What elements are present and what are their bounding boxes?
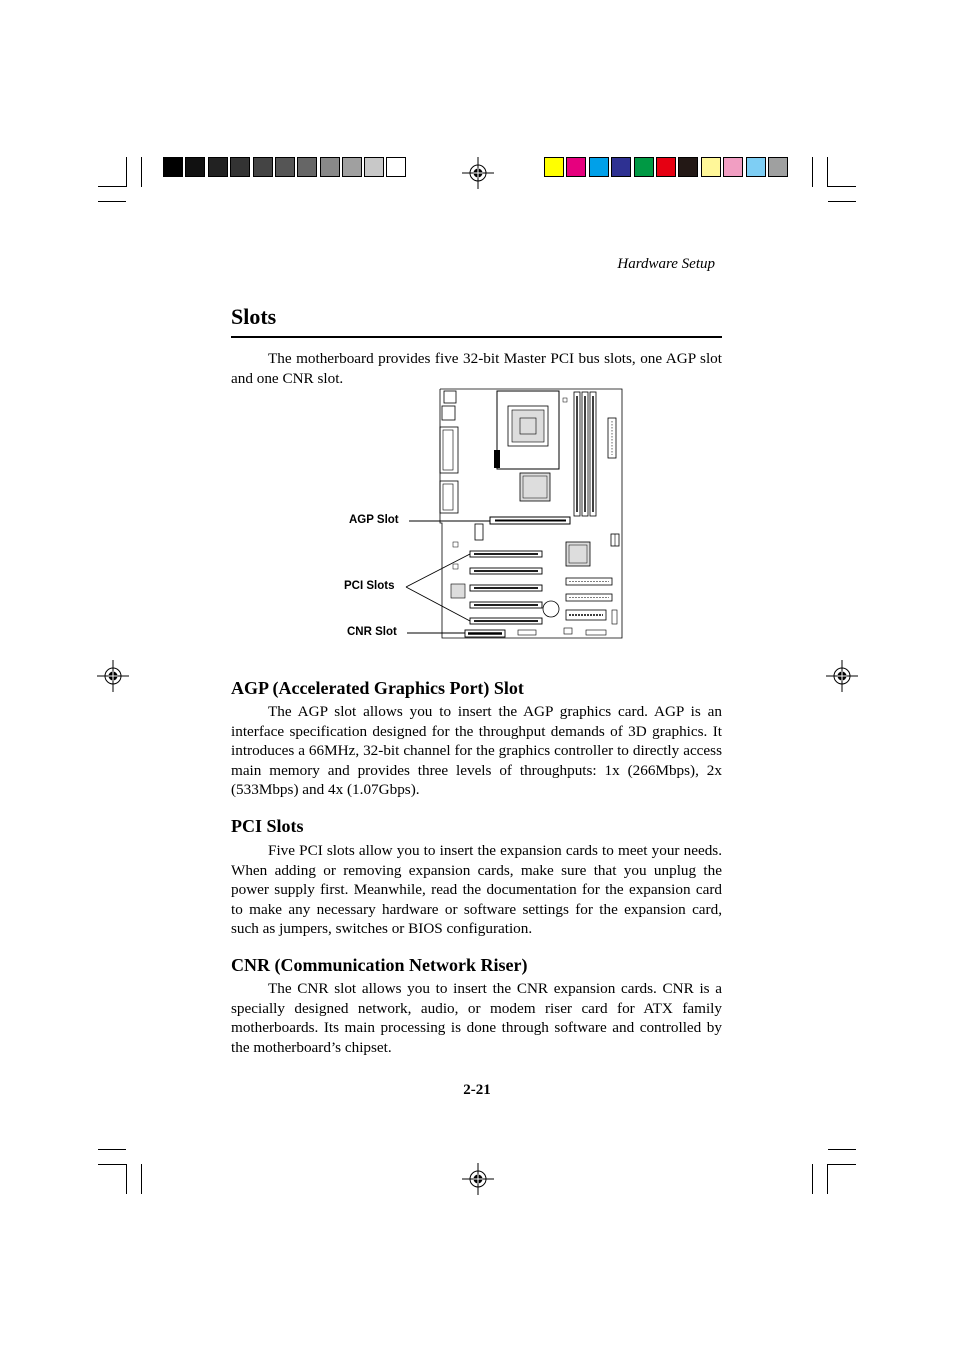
color-swatch <box>768 157 788 177</box>
color-swatch <box>566 157 586 177</box>
gray-swatch <box>320 157 340 177</box>
gray-swatch <box>253 157 273 177</box>
registration-mark-icon <box>462 1163 494 1195</box>
agp-heading: AGP (Accelerated Graphics Port) Slot <box>231 678 524 698</box>
gray-swatch <box>275 157 295 177</box>
gray-swatch <box>230 157 250 177</box>
gray-swatch <box>386 157 406 177</box>
color-swatch <box>656 157 676 177</box>
pci-slots-label: PCI Slots <box>344 580 395 592</box>
agp-paragraph: The AGP slot allows you to insert the AGP graphics card. AGP is an interface specification designed for the throughput demands of 3D graphics. It introduces a 66MHz, 32-bit channel for the graphics controller to directly access main memory and provides three levels of throughputs: 1x (266Mbps), 2x (533Mbps) and 4x (1.07Gbps). <box>231 703 722 798</box>
pci-heading: PCI Slots <box>231 816 304 836</box>
title-rule <box>231 336 722 338</box>
gray-swatch <box>342 157 362 177</box>
cnr-paragraph: The CNR slot allows you to insert the CNR expansion cards. CNR is a specially designed network, audio, or modem riser card for ATX family motherboards. Its main processing is done through software and controlled by the motherboard’s chipset. <box>231 980 722 1056</box>
running-header: Hardware Setup <box>617 256 715 272</box>
color-swatch <box>589 157 609 177</box>
color-swatch <box>746 157 766 177</box>
agp-slot-label: AGP Slot <box>349 514 399 526</box>
motherboard-figure <box>340 388 625 643</box>
gray-swatch <box>208 157 228 177</box>
page-title: Slots <box>231 304 277 329</box>
gray-swatch <box>163 157 183 177</box>
color-swatch <box>701 157 721 177</box>
color-swatch <box>678 157 698 177</box>
registration-mark-icon <box>462 157 494 189</box>
gray-swatch <box>297 157 317 177</box>
color-swatch <box>611 157 631 177</box>
gray-swatch <box>364 157 384 177</box>
page-number: 2-21 <box>463 1082 491 1098</box>
registration-mark-icon <box>97 660 129 692</box>
cnr-heading: CNR (Communication Network Riser) <box>231 955 528 975</box>
cnr-slot-label: CNR Slot <box>347 626 397 638</box>
intro-paragraph: The motherboard provides five 32-bit Master PCI bus slots, one AGP slot and one CNR slot. <box>231 350 722 387</box>
color-swatch <box>723 157 743 177</box>
color-swatch <box>634 157 654 177</box>
pci-paragraph: Five PCI slots allow you to insert the expansion cards to meet your needs. When adding or removing expansion cards, make sure that you unplug the power supply first. Meanwhile, read the documentation for the expansion card to make any necessary hardware or software settings for the expansion card, such as jumpers, switches or BIOS configuration. <box>231 842 722 937</box>
gray-swatch <box>185 157 205 177</box>
registration-mark-icon <box>826 660 858 692</box>
color-swatch <box>544 157 564 177</box>
